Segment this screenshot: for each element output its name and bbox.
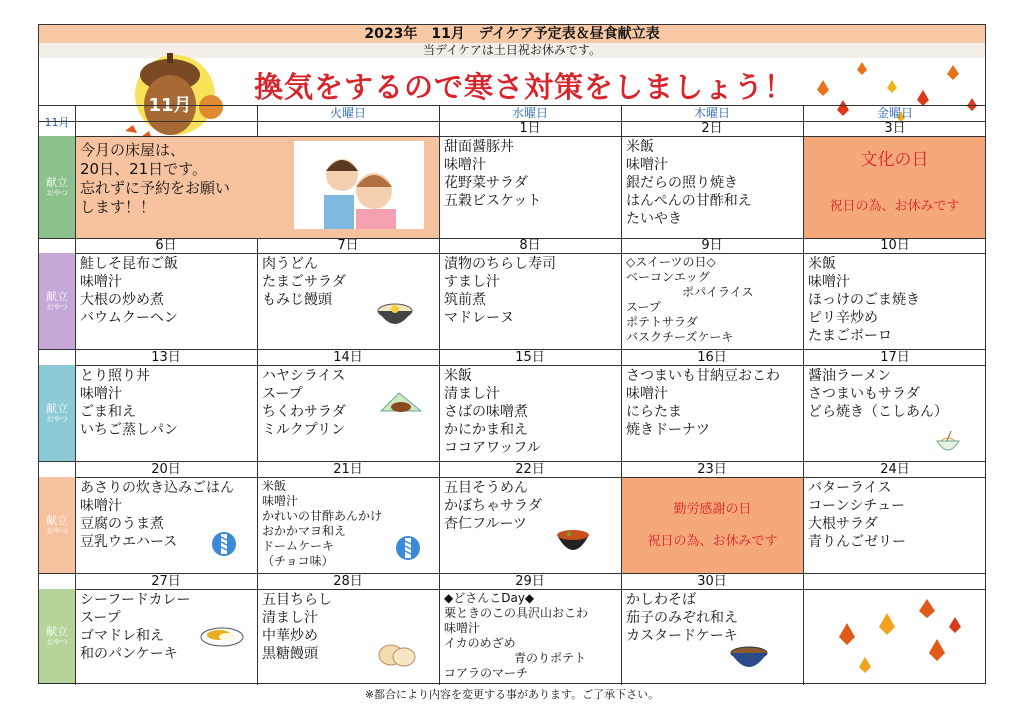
date-3: 3日 bbox=[884, 121, 906, 136]
menu-nov-21: 米飯 味噌汁 かれいの甘酢あんかけ おかかマヨ和え ドームケーキ （チョコ味） bbox=[262, 479, 383, 568]
side-label: 献立 おやつ bbox=[39, 589, 75, 683]
barber-pole-icon bbox=[211, 531, 237, 557]
holiday-text: 祝日の為、お休みです bbox=[829, 199, 960, 214]
page-title: 2023年 11月 デイケア予定表＆昼食献立表 bbox=[39, 25, 985, 44]
holiday-title: 文化の日 bbox=[860, 150, 929, 170]
acorn-badge-icon bbox=[115, 45, 235, 145]
side-label: 献立 おやつ bbox=[39, 365, 75, 461]
date-23: 23日 bbox=[697, 462, 727, 477]
menu-nov-6: 鮭しそ昆布ご飯 味噌汁 大根の炒め煮 バウムクーヘン bbox=[80, 256, 178, 326]
badge-month: 11月 bbox=[148, 95, 192, 116]
date-1: 1日 bbox=[519, 121, 541, 136]
menu-nov-14: ハヤシライス スープ ちくわサラダ ミルクプリン bbox=[262, 368, 346, 438]
holiday-nov-23 bbox=[622, 478, 803, 573]
slogan-banner: 換気をするので寒さ対策をしましょう！ bbox=[253, 70, 794, 104]
udon-bowl-icon bbox=[375, 295, 415, 335]
date-22: 22日 bbox=[515, 462, 545, 477]
date-20: 20日 bbox=[151, 462, 181, 477]
day-header-fri: 金曜日 bbox=[876, 106, 913, 120]
date-30: 30日 bbox=[697, 574, 727, 589]
holiday-text: 祝日の為、お休みです bbox=[647, 534, 778, 549]
menu-nov-17: 醤油ラーメン さつまいもサラダ どら焼き（こしあん） bbox=[808, 368, 948, 420]
autumn-leaves-icon bbox=[819, 597, 969, 681]
menu-nov-24: バターライス コーンシチュー 大根サラダ 青りんごゼリー bbox=[808, 480, 906, 550]
date-28: 28日 bbox=[333, 574, 363, 589]
curry-plate-icon bbox=[379, 391, 423, 417]
menu-nov-15: 米飯 清まし汁 さばの味噌煮 かにかま和え ココアワッフル bbox=[444, 368, 541, 456]
menu-nov-29: ◆どさんこDay◆ 栗ときのこの具沢山おこわ 味噌汁 イカのめざめ 青のりポテト コアラのマーチ bbox=[444, 591, 589, 680]
menu-nov-8: 漬物のちらし寿司 すまし汁 筑前煮 マドレーヌ bbox=[444, 256, 556, 326]
manju-icon bbox=[377, 637, 417, 669]
menu-nov-30: かしわそば 茄子のみぞれ和え カスタードケーキ bbox=[626, 592, 738, 644]
holiday-title: 勤労感謝の日 bbox=[673, 502, 752, 517]
menu-nov-10: 米飯 味噌汁 ほっけのごま焼き ピリ辛炒め たまごボーロ bbox=[808, 256, 920, 344]
month-label: 11月 bbox=[44, 116, 70, 129]
calendar-frame bbox=[38, 24, 986, 684]
date-24: 24日 bbox=[880, 462, 910, 477]
side-label: 献立 おやつ bbox=[39, 253, 75, 349]
menu-nov-2: 米飯 味噌汁 銀だらの照り焼き はんぺんの甘酢和え たいやき bbox=[626, 139, 752, 227]
menu-nov-27: シーフードカレー スープ ゴマドレ和え 和のパンケーキ bbox=[80, 592, 191, 662]
ramen-bowl-icon bbox=[935, 429, 961, 455]
date-14: 14日 bbox=[333, 350, 363, 365]
curry-plate-icon bbox=[199, 619, 245, 649]
menu-nov-22: 五目そうめん かぼちゃサラダ 杏仁フルーツ bbox=[444, 480, 542, 532]
date-15: 15日 bbox=[515, 350, 545, 365]
date-29: 29日 bbox=[515, 574, 545, 589]
barber-notice: 今月の床屋は、 20日、21日です。 忘れずに予約をお願い します！！ bbox=[80, 141, 231, 216]
date-21: 21日 bbox=[333, 462, 363, 477]
menu-nov-1: 甜面醤豚丼 味噌汁 花野菜サラダ 五穀ビスケット bbox=[444, 139, 542, 209]
footer-note: ※都合により内容を変更する事があります。ご了承下さい。 bbox=[364, 688, 660, 701]
holiday-nov-3 bbox=[804, 137, 985, 238]
date-9: 9日 bbox=[701, 238, 723, 253]
date-17: 17日 bbox=[880, 350, 910, 365]
day-header-tue: 火曜日 bbox=[329, 106, 366, 120]
date-6: 6日 bbox=[155, 238, 177, 253]
menu-nov-16: さつまいも甘納豆おこわ 味噌汁 にらたま 焼きドーナツ bbox=[626, 368, 780, 438]
date-16: 16日 bbox=[697, 350, 727, 365]
date-8: 8日 bbox=[519, 238, 541, 253]
date-2: 2日 bbox=[701, 121, 723, 136]
menu-nov-20: あさりの炊き込みごはん 味噌汁 豆腐のうま煮 豆乳ウエハース bbox=[80, 480, 234, 550]
side-label: 献立 おやつ bbox=[39, 136, 75, 238]
menu-nov-28: 五目ちらし 清まし汁 中華炒め 黒糖饅頭 bbox=[262, 592, 332, 662]
menu-nov-9: ◇スイーツの日◇ ベーコンエッグ ポパイライス スープ ポテトサラダ バスクチーズケーキ bbox=[626, 255, 754, 344]
day-header-wed: 水曜日 bbox=[511, 106, 548, 120]
barber-illustration-icon bbox=[294, 141, 424, 229]
miso-soup-icon bbox=[555, 525, 591, 557]
date-13: 13日 bbox=[151, 350, 181, 365]
soba-bowl-icon bbox=[729, 643, 769, 675]
menu-nov-7: 肉うどん たまごサラダ もみじ饅頭 bbox=[262, 256, 346, 308]
menu-nov-13: とり照り丼 味噌汁 ごま和え いちご蒸しパン bbox=[80, 368, 178, 438]
barber-pole-icon bbox=[395, 535, 421, 561]
side-label: 献立 おやつ bbox=[39, 477, 75, 573]
date-7: 7日 bbox=[337, 238, 359, 253]
date-10: 10日 bbox=[880, 238, 910, 253]
closed-days-notice: 当デイケアは土日祝お休みです。 bbox=[39, 43, 985, 58]
date-27: 27日 bbox=[151, 574, 181, 589]
day-header-thu: 木曜日 bbox=[693, 106, 730, 120]
